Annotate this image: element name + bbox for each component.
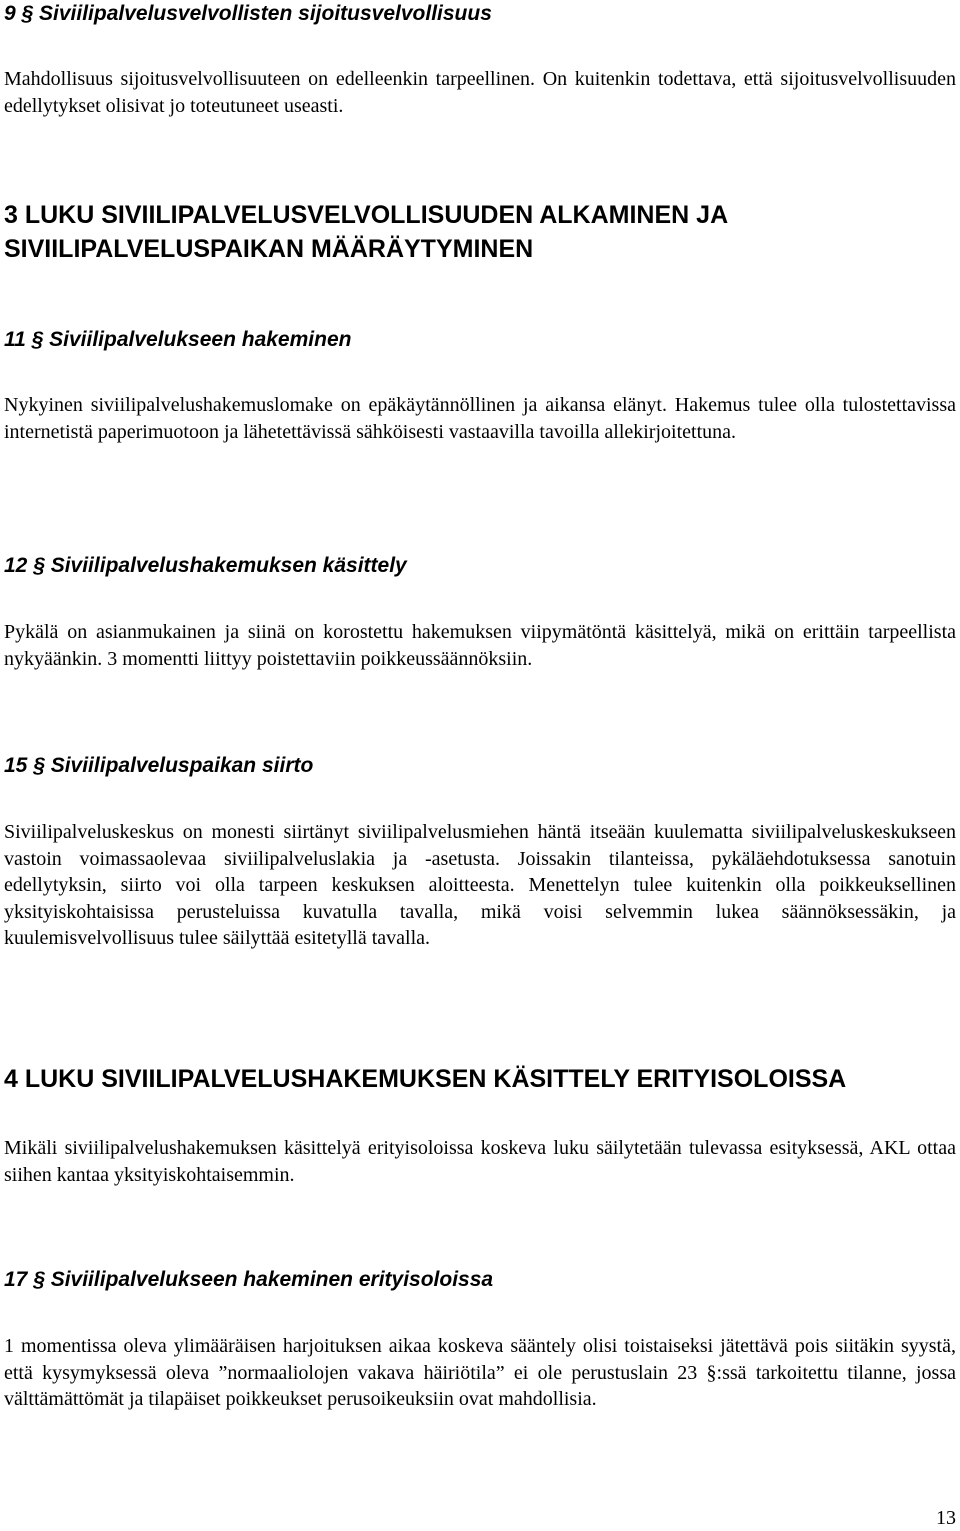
section-15-paragraph: Siviilipalveluskeskus on monesti siirtänyt siviilipalvelusmiehen häntä itseään kuulematta siviilipalveluskeskukseen vastoin voimassaolevaa siviilipalveluslakia ja -asetusta. Joissakin tilanteissa, pykäläehdotuksessa sanotuin edellytyksin, siirto voi olla tarpeen keskuksen aloitteesta. Menettelyn tulee kuitenkin olla poikkeuksellinen yksityiskohtaisissa perusteluissa kuvatulla tavalla, mikä voisi selvemmin lukea säännöksessäkin, ja kuulemisvelvollisuus tulee säilyttää esitetyllä tavalla.: [4, 821, 956, 949]
section-11-heading: 11 § Siviilipalvelukseen hakeminen: [4, 328, 352, 351]
chapter-4-heading: 4 LUKU SIVIILIPALVELUSHAKEMUKSEN KÄSITTELY ERITYISOLOISSA: [4, 1065, 847, 1093]
section-12-paragraph: Pykälä on asianmukainen ja siinä on korostettu hakemuksen viipymätöntä käsittelyä, mikä on erittäin tarpeellista nykyäänkin. 3 momentti liittyy poistettaviin poikkeussäännöksiin.: [4, 621, 956, 670]
chapter-3-heading: [4, 198, 956, 266]
section-9-heading: 9 § Siviilipalvelusvelvollisten sijoitusvelvollisuus: [4, 2, 492, 25]
chapter-3-heading-line-2: SIVIILIPALVELUSPAIKAN MÄÄRÄYTYMINEN: [4, 235, 534, 263]
page-number: 13: [936, 1507, 956, 1529]
section-15-heading: 15 § Siviilipalveluspaikan siirto: [4, 754, 314, 777]
section-11-paragraph: Nykyinen siviilipalvelushakemuslomake on epäkäytännöllinen ja aikansa elänyt. Hakemus tulee olla tulostettavissa internetistä paperimuotoon ja lähetettävissä sähköisesti vastaavilla tavoilla allekirjoitettuna.: [4, 394, 956, 443]
chapter-4-paragraph: Mikäli siviilipalvelushakemuksen käsittelyä erityisoloissa koskeva luku säilytetään tulevassa esityksessä, AKL ottaa siihen kantaa yksityiskohtaisemmin.: [4, 1137, 956, 1186]
section-9-paragraph: Mahdollisuus sijoitusvelvollisuuteen on edelleenkin tarpeellinen. On kuitenkin todettava, että sijoitusvelvollisuuden edellytykset olisivat jo toteutuneet useasti.: [4, 68, 956, 117]
section-17-heading: 17 § Siviilipalvelukseen hakeminen erityisoloissa: [4, 1268, 494, 1291]
chapter-3-heading-line-1: 3 LUKU SIVIILIPALVELUSVELVOLLISUUDEN ALKAMINEN JA: [4, 201, 729, 229]
section-17-paragraph: 1 momentissa oleva ylimääräisen harjoituksen aikaa koskeva sääntely olisi toistaiseksi jätettävä pois siitäkin syystä, että kysymyksessä oleva ”normaaliolojen vakava häiriötila” ei ole perustuslain 23 §:ssä tarkoitettu tilanne, jossa välttämättömät ja tilapäiset poikkeukset perusoikeuksiin ovat mahdollisia.: [4, 1335, 956, 1410]
section-12-heading: 12 § Siviilipalvelushakemuksen käsittely: [4, 554, 407, 577]
